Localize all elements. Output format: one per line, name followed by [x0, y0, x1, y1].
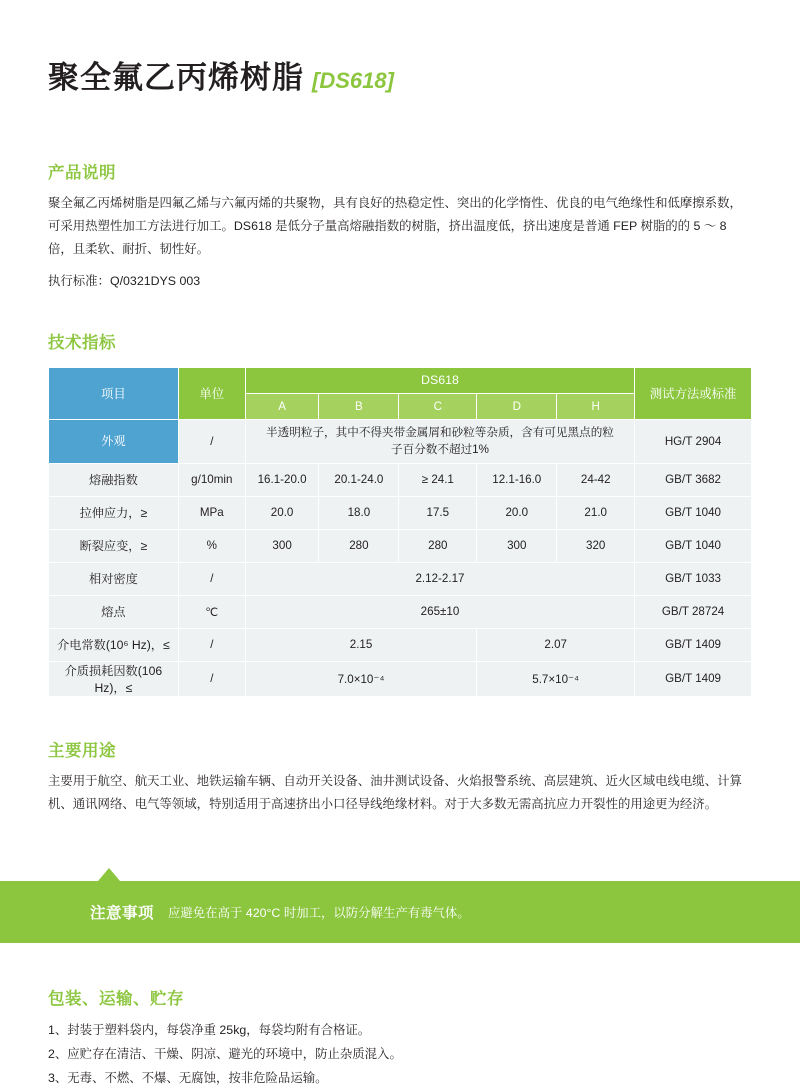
section-heading-packaging: 包装、运输、贮存 — [48, 989, 184, 1008]
notice-banner — [48, 868, 752, 943]
row-method: GB/T 1040 — [635, 529, 752, 562]
row-unit: % — [178, 529, 245, 562]
row-label: 断裂应变，≥ — [49, 529, 179, 562]
row-value-h: 320 — [557, 529, 635, 562]
packaging-lines — [48, 1018, 752, 1090]
row-value-h: 24-42 — [557, 463, 635, 496]
th-item: 项目 — [49, 367, 179, 419]
row-value-c: 280 — [399, 529, 477, 562]
table-row — [49, 595, 752, 628]
section-specification — [48, 329, 752, 697]
th-grade-h: H — [557, 393, 635, 419]
specification-table — [48, 367, 752, 697]
row-value-b: 18.0 — [319, 496, 399, 529]
row-unit: g/10min — [178, 463, 245, 496]
row-split-value-1: 7.0×10⁻⁴ — [245, 661, 476, 696]
row-split-value-2: 2.07 — [477, 628, 635, 661]
row-label: 熔融指数 — [49, 463, 179, 496]
row-value-d: 300 — [477, 529, 557, 562]
row-method: GB/T 1040 — [635, 496, 752, 529]
row-value-a: 300 — [245, 529, 319, 562]
row-method: GB/T 28724 — [635, 595, 752, 628]
row-method: GB/T 1409 — [635, 628, 752, 661]
row-unit: / — [178, 562, 245, 595]
th-grade-d: D — [477, 393, 557, 419]
row-value-c: ≥ 24.1 — [399, 463, 477, 496]
notice-heading: 注意事项 — [90, 904, 155, 922]
row-value-c: 17.5 — [399, 496, 477, 529]
row-label: 拉伸应力，≥ — [49, 496, 179, 529]
table-row — [49, 419, 752, 463]
table-row — [49, 496, 752, 529]
product-code: [DS618] — [312, 68, 394, 93]
document-title-row — [48, 0, 752, 97]
row-split-value-1: 2.15 — [245, 628, 476, 661]
description-standard: 执行标准：Q/0321DYS 003 — [48, 273, 201, 288]
row-label: 介电常数(10⁶ Hz)，≤ — [49, 628, 179, 661]
th-grade-b: B — [319, 393, 399, 419]
table-row — [49, 463, 752, 496]
row-value-a: 20.0 — [245, 496, 319, 529]
row-value-b: 20.1-24.0 — [319, 463, 399, 496]
row-label: 相对密度 — [49, 562, 179, 595]
packaging-line: 1、封装于塑料袋内，每袋净重 25kg，每袋均附有合格证。 — [48, 1022, 371, 1037]
section-packaging — [48, 985, 752, 1090]
row-method: GB/T 3682 — [635, 463, 752, 496]
notice-pointer-triangle — [98, 868, 120, 881]
table-row — [49, 562, 752, 595]
row-unit: / — [178, 628, 245, 661]
row-method: HG/T 2904 — [635, 419, 752, 463]
row-label: 外观 — [49, 419, 179, 463]
table-header-row-1 — [49, 367, 752, 393]
section-heading-description: 产品说明 — [48, 164, 116, 182]
notice-text: 应避免在高于 420°C 时加工，以防分解生产有毒气体。 — [168, 905, 470, 920]
row-merged-value: 265±10 — [245, 595, 634, 628]
row-value-b: 280 — [319, 529, 399, 562]
row-method: GB/T 1409 — [635, 661, 752, 696]
row-value-d: 20.0 — [477, 496, 557, 529]
section-description — [48, 159, 752, 293]
packaging-line: 2、应贮存在清洁、干燥、阴凉、避光的环境中，防止杂质混入。 — [48, 1046, 402, 1061]
row-method: GB/T 1033 — [635, 562, 752, 595]
section-heading-specification: 技术指标 — [48, 333, 116, 352]
row-label: 介质损耗因数(106 Hz)，≤ — [49, 661, 179, 696]
row-label: 熔点 — [49, 595, 179, 628]
row-merged-value: 2.12-2.17 — [245, 562, 634, 595]
th-group-ds618: DS618 — [245, 367, 634, 393]
row-value-a: 16.1-20.0 — [245, 463, 319, 496]
notice-band — [0, 881, 800, 943]
page-title: 聚全氟乙丙烯树脂 — [48, 60, 304, 95]
th-method: 测试方法或标准 — [635, 367, 752, 419]
section-heading-uses: 主要用途 — [48, 741, 116, 760]
th-unit: 单位 — [178, 367, 245, 419]
table-row — [49, 529, 752, 562]
row-merged-value: 半透明粒子，其中不得夹带金属屑和砂粒等杂质，含有可见黑点的粒子百分数不超过1% — [245, 419, 634, 463]
row-unit: MPa — [178, 496, 245, 529]
row-unit: / — [178, 661, 245, 696]
row-value-d: 12.1-16.0 — [477, 463, 557, 496]
th-grade-c: C — [399, 393, 477, 419]
table-row — [49, 628, 752, 661]
row-unit: ℃ — [178, 595, 245, 628]
th-grade-a: A — [245, 393, 319, 419]
packaging-line: 3、无毒、不燃、不爆、无腐蚀，按非危险品运输。 — [48, 1071, 328, 1085]
table-body — [49, 419, 752, 696]
section-uses — [48, 737, 752, 816]
uses-paragraph: 主要用于航空、航天工业、地铁运输车辆、自动开关设备、油井测试设备、火焰报警系统、高层建筑、近火区域电线电缆、计算机、通讯网络、电气等领域，特别适用于高速挤出小口径导线绝缘材料。对于大多数无需高抗应力开裂性的用途更为经济。 — [48, 773, 742, 811]
row-value-h: 21.0 — [557, 496, 635, 529]
description-paragraph: 聚全氟乙丙烯树脂是四氟乙烯与六氟丙烯的共聚物，具有良好的热稳定性、突出的化学惰性、优良的电气绝缘性和低摩擦系数，可采用热塑性加工方法进行加工。DS618 是低分子量高熔融指数的树脂，挤出温度低，挤出速度是普通 FEP 树脂的的 5 ～ 8 倍，且柔软、耐折、韧性好。 — [48, 196, 742, 256]
row-unit: / — [178, 419, 245, 463]
row-split-value-2: 5.7×10⁻⁴ — [477, 661, 635, 696]
table-head — [49, 367, 752, 419]
table-row — [49, 661, 752, 696]
